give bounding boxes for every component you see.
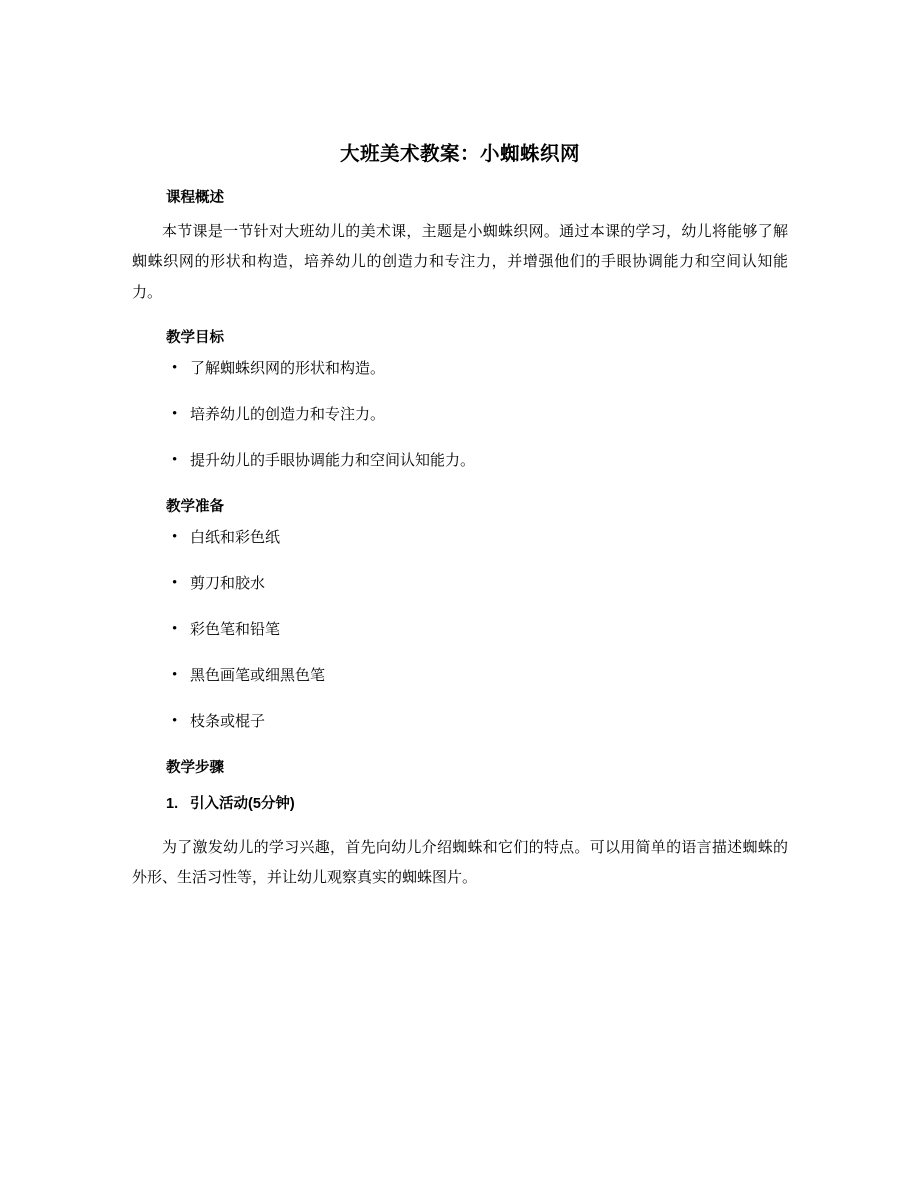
step-number: 1. xyxy=(166,796,179,813)
list-item: • 提升幼儿的手眼协调能力和空间认知能力。 xyxy=(132,449,788,473)
page-title: 大班美术教案：小蜘蛛织网 xyxy=(339,143,580,165)
list-item: • 枝条或棍子 xyxy=(132,710,788,734)
objectives-list xyxy=(132,357,788,473)
section-heading-objectives: 教学目标 xyxy=(166,330,224,347)
list-item: • 黑色画笔或细黑色笔 xyxy=(132,664,788,688)
list-item: • 彩色笔和铅笔 xyxy=(132,618,788,642)
step-label: 引入活动(5分钟) xyxy=(190,796,295,813)
section-heading-overview: 课程概述 xyxy=(166,190,224,206)
list-item: • 了解蜘蛛织网的形状和构造。 xyxy=(132,357,788,381)
materials-list xyxy=(132,526,788,734)
list-item: • 白纸和彩色纸 xyxy=(132,526,788,550)
list-item: • 剪刀和胶水 xyxy=(132,572,788,596)
section-heading-steps: 教学步骤 xyxy=(166,760,224,777)
steps-list xyxy=(132,793,788,816)
list-item xyxy=(132,793,788,816)
section-heading-materials: 教学准备 xyxy=(166,499,224,516)
section-paragraph-overview: 本节课是一节针对大班幼儿的美术课，主题是小蜘蛛织网。通过本课的学习，幼儿将能够了解蜘蛛织网的形状和构造，培养幼儿的创造力和专注力，并增强他们的手眼协调能力和空间认知能力。 xyxy=(132,224,788,301)
step-paragraph-1: 为了激发幼儿的学习兴趣，首先向幼儿介绍蜘蛛和它们的特点。可以用简单的语言描述蜘蛛的外形、生活习性等，并让幼儿观察真实的蜘蛛图片。 xyxy=(132,839,788,886)
list-item: • 培养幼儿的创造力和专注力。 xyxy=(132,403,788,427)
